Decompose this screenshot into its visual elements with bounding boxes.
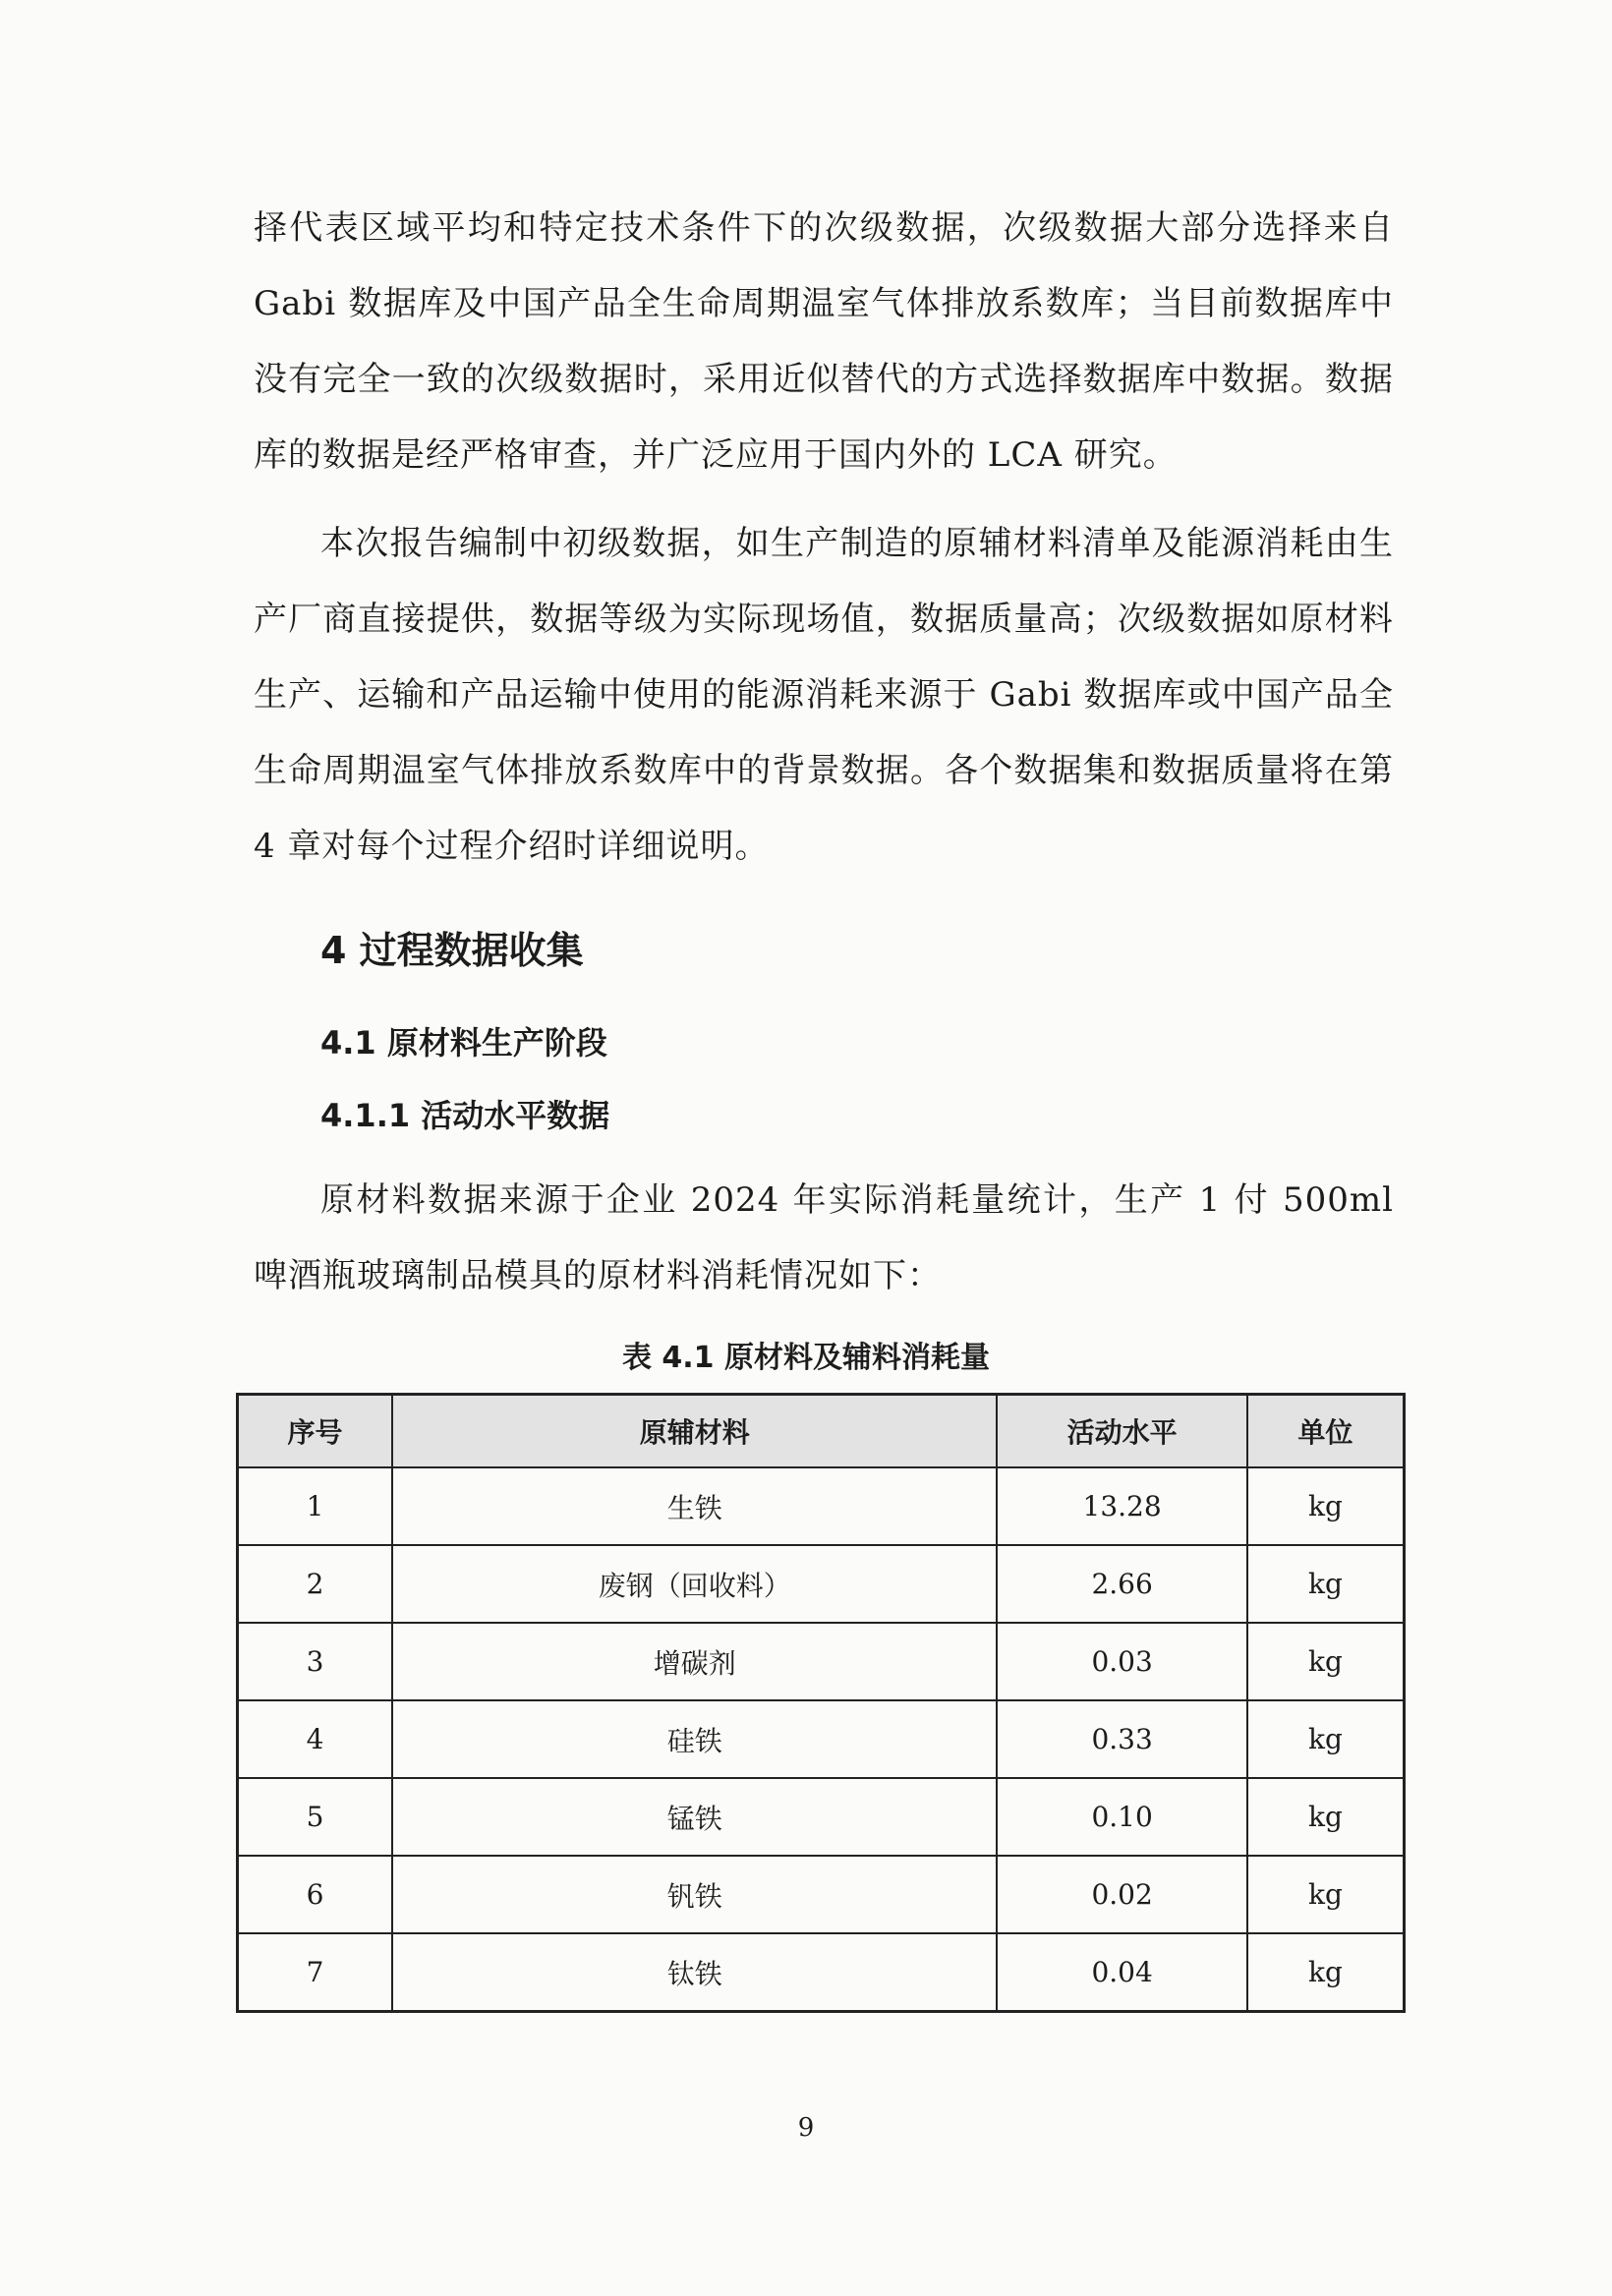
header-unit: 单位 <box>1247 1395 1405 1468</box>
cell-index: 1 <box>238 1467 393 1545</box>
table-row <box>238 1623 1405 1700</box>
page-number: 9 <box>797 2113 815 2143</box>
table-caption: 表 4.1 原材料及辅料消耗量 <box>621 1341 991 1375</box>
cell-activity-level: 0.33 <box>997 1700 1246 1778</box>
body-paragraph-3: 原材料数据来源于企业 2024 年实际消耗量统计，生产 1 付 500ml 啤酒瓶玻璃制品模具的原材料消耗情况如下： <box>254 1180 1394 1295</box>
body-paragraph-1: 择代表区域平均和特定技术条件下的次级数据，次级数据大部分选择来自 Gabi 数据库及中国产品全生命周期温室气体排放系数库；当目前数据库中没有完全一致的次级数据时，采用近似替代的方式选择数据库中数据。数据库的数据是经严格审查，并广泛应用于国内外的 LCA 研究。 <box>254 208 1394 475</box>
header-material: 原辅材料 <box>392 1395 997 1468</box>
cell-unit: kg <box>1247 1467 1405 1545</box>
cell-activity-level: 0.04 <box>997 1933 1246 2012</box>
cell-index: 5 <box>238 1778 393 1856</box>
cell-unit: kg <box>1247 1933 1405 2012</box>
cell-material: 增碳剂 <box>392 1623 997 1700</box>
table-row <box>238 1778 1405 1856</box>
cell-material: 钛铁 <box>392 1933 997 2012</box>
table-row <box>238 1467 1405 1545</box>
table-row <box>238 1856 1405 1933</box>
table-row <box>238 1933 1405 2012</box>
cell-index: 3 <box>238 1623 393 1700</box>
section-heading-4: 4 过程数据收集 <box>320 929 584 972</box>
subsection-heading-4-1: 4.1 原材料生产阶段 <box>320 1024 607 1062</box>
cell-index: 6 <box>238 1856 393 1933</box>
cell-unit: kg <box>1247 1856 1405 1933</box>
table-row <box>238 1545 1405 1623</box>
cell-material: 硅铁 <box>392 1700 997 1778</box>
header-activity-level: 活动水平 <box>997 1395 1246 1468</box>
table-header-row <box>238 1395 1405 1468</box>
cell-activity-level: 0.03 <box>997 1623 1246 1700</box>
materials-table <box>236 1393 1406 2013</box>
cell-activity-level: 13.28 <box>997 1467 1246 1545</box>
cell-material: 锰铁 <box>392 1778 997 1856</box>
cell-unit: kg <box>1247 1623 1405 1700</box>
cell-unit: kg <box>1247 1700 1405 1778</box>
table-row <box>238 1700 1405 1778</box>
cell-index: 7 <box>238 1933 393 2012</box>
cell-index: 2 <box>238 1545 393 1623</box>
cell-material: 废钢（回收料） <box>392 1545 997 1623</box>
header-index: 序号 <box>238 1395 393 1468</box>
cell-activity-level: 0.02 <box>997 1856 1246 1933</box>
cell-material: 钒铁 <box>392 1856 997 1933</box>
body-paragraph-2: 本次报告编制中初级数据，如生产制造的原辅材料清单及能源消耗由生产厂商直接提供，数据等级为实际现场值，数据质量高；次级数据如原材料生产、运输和产品运输中使用的能源消耗来源于 Gabi 数据库或中国产品全生命周期温室气体排放系数库中的背景数据。各个数据集和数据质量将在第 4 章对每个过程介绍时详细说明。 <box>254 524 1394 866</box>
subsection-heading-4-1-1: 4.1.1 活动水平数据 <box>320 1097 610 1134</box>
cell-unit: kg <box>1247 1778 1405 1856</box>
cell-activity-level: 2.66 <box>997 1545 1246 1623</box>
cell-unit: kg <box>1247 1545 1405 1623</box>
cell-material: 生铁 <box>392 1467 997 1545</box>
cell-activity-level: 0.10 <box>997 1778 1246 1856</box>
cell-index: 4 <box>238 1700 393 1778</box>
